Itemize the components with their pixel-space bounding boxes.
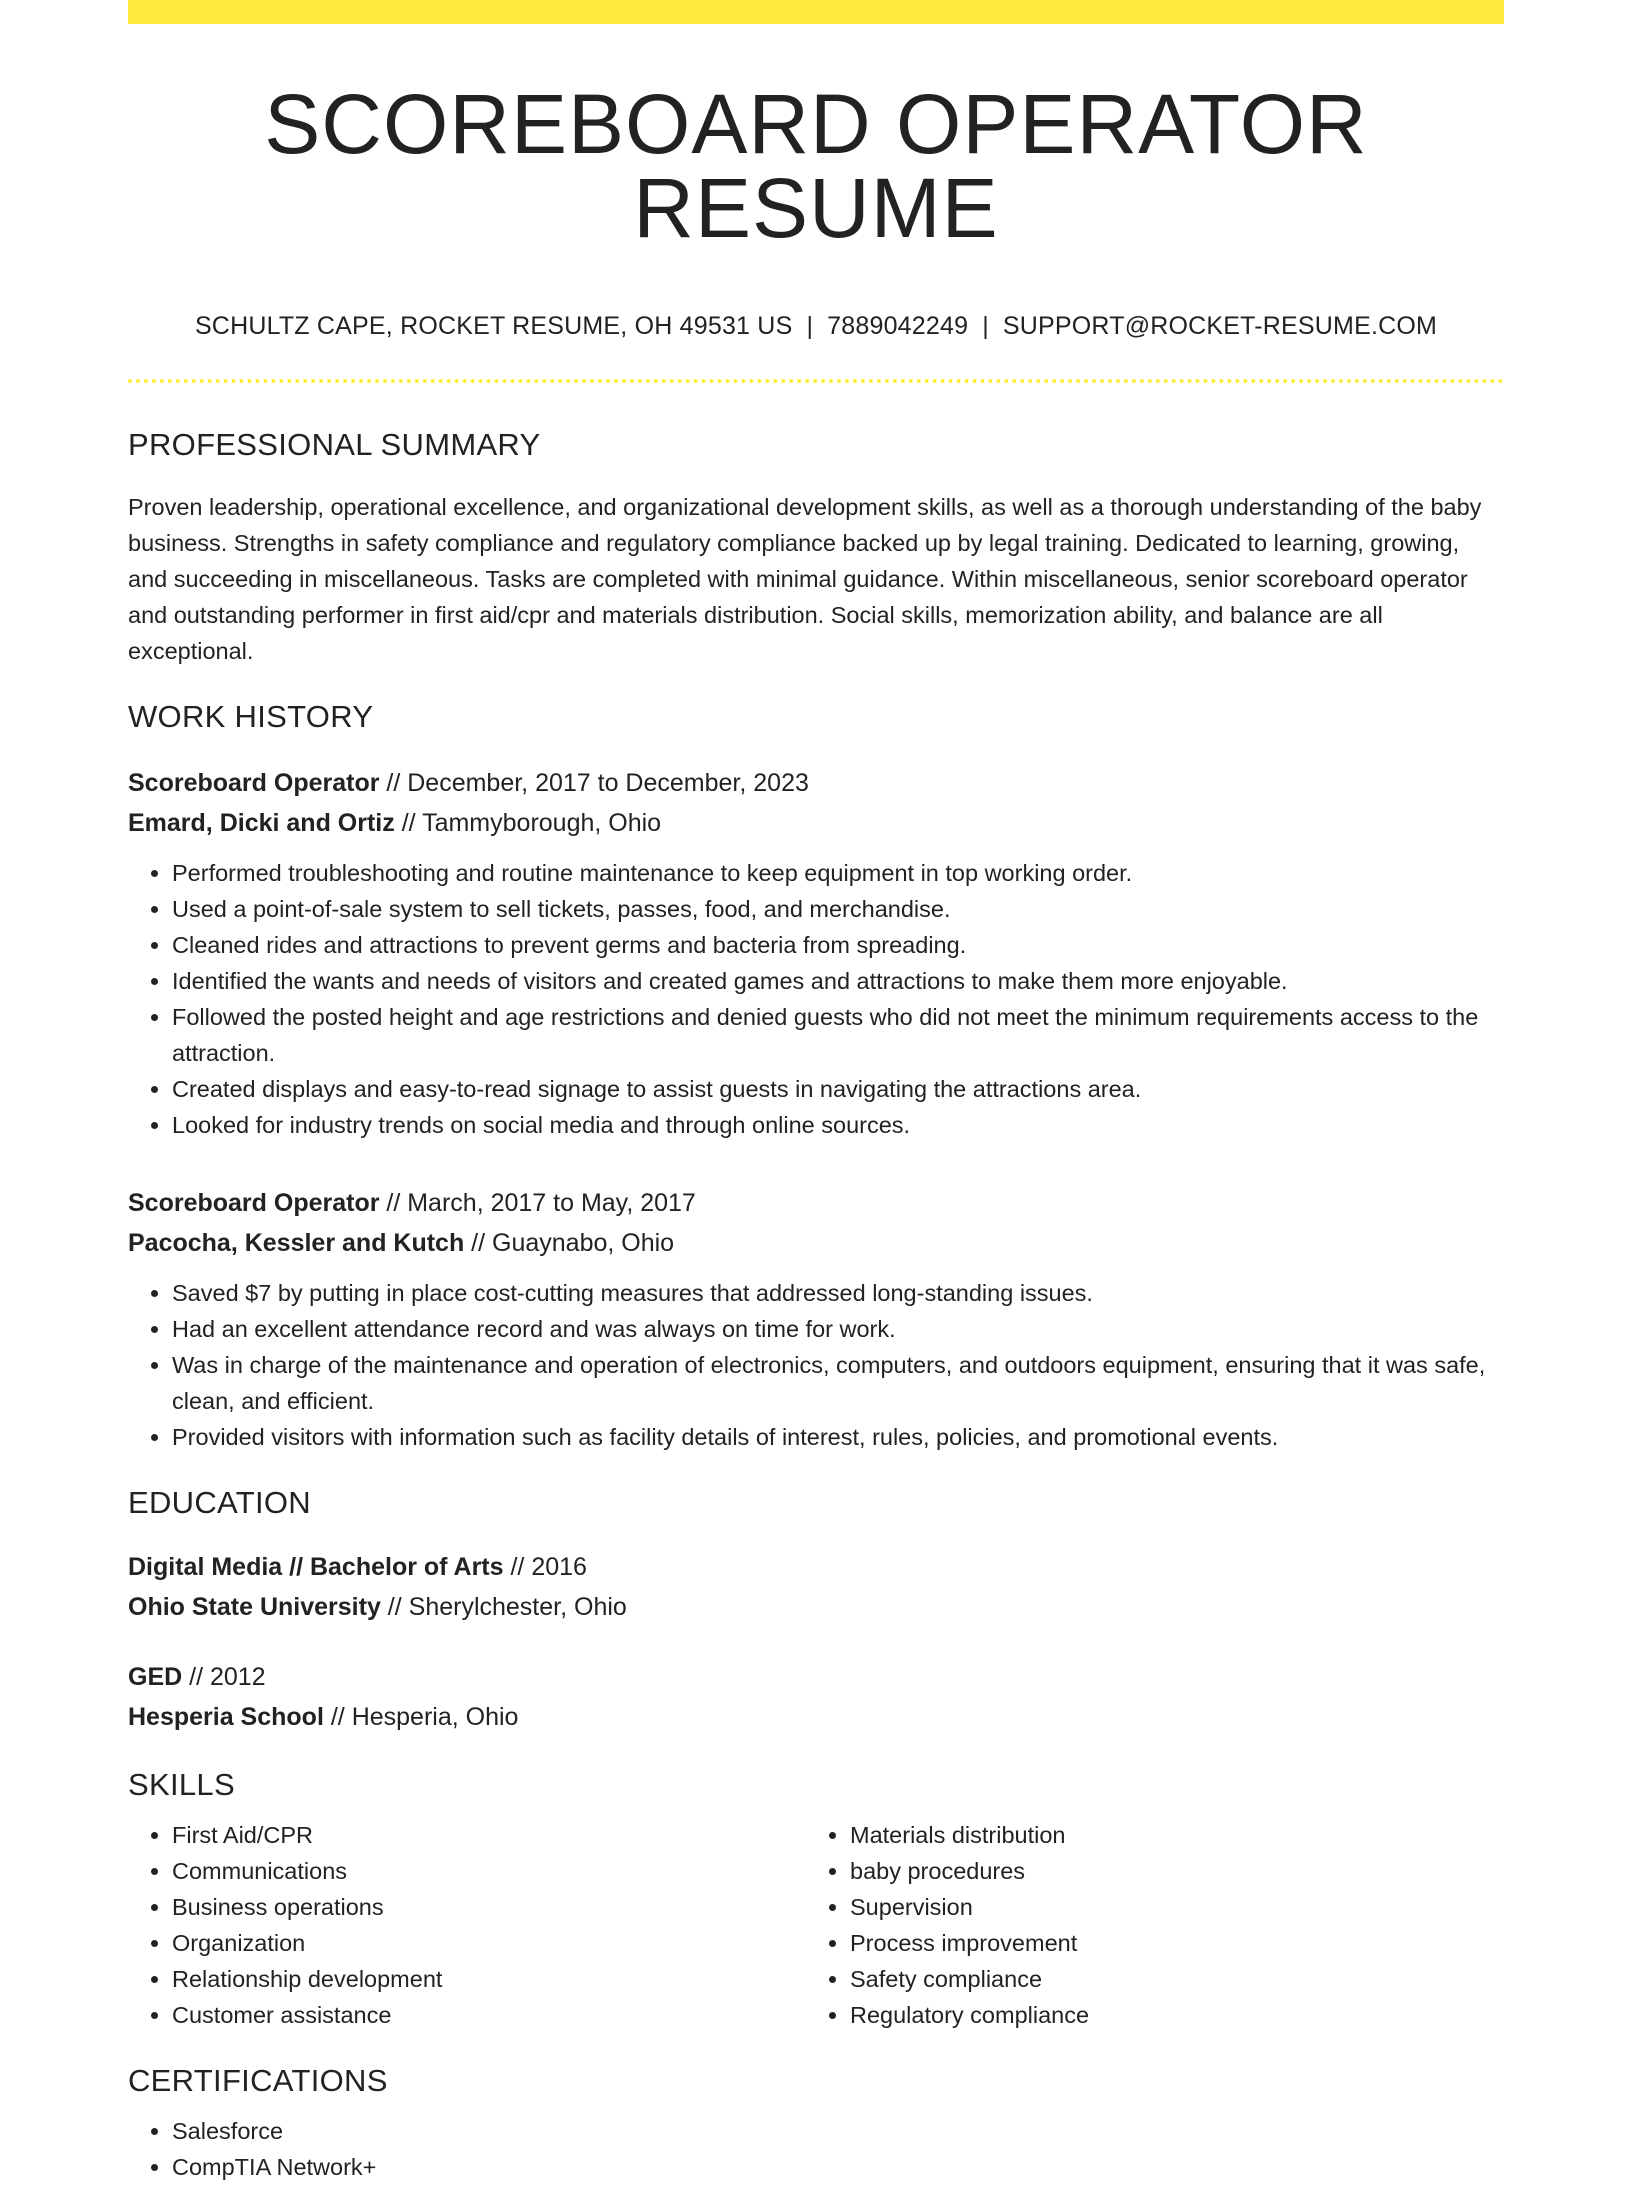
education-degree: Digital Media // Bachelor of Arts [128,1553,504,1581]
resume-title: SCOREBOARD OPERATOR RESUME [264,77,1368,255]
education-school: Ohio State University [128,1593,381,1621]
job-company-line [128,803,1504,843]
skills-list-left [128,1817,806,2033]
certification-item: • Salesforce [172,2113,1504,2149]
education-location: // Hesperia, Ohio [323,1703,519,1731]
skill-item: • Regulatory compliance [850,1997,1504,2033]
job-title: Scoreboard Operator [128,769,380,797]
skill-item: • Business operations [172,1889,806,1925]
skill-item: • Materials distribution [850,1817,1504,1853]
job-bullet: • Was in charge of the maintenance and operation of electronics, computers, and outdoors equipment, ensuring that it was safe, clean, and efficient. [172,1347,1504,1419]
summary-heading: PROFESSIONAL SUMMARY [128,427,541,462]
education-year: // 2012 [182,1663,266,1691]
job-title-line [128,1183,1504,1223]
job-company-line [128,1223,1504,1263]
contact-line [128,312,1504,341]
job-title-line [128,763,1504,803]
skill-item: • Supervision [850,1889,1504,1925]
certification-item: • CompTIA Network+ [172,2149,1504,2185]
job-bullet: • Identified the wants and needs of visitors and created games and attractions to make them more enjoyable. [172,963,1504,999]
job-location: // Tammyborough, Ohio [394,809,662,837]
education-entry [128,1547,1504,1627]
education-heading: EDUCATION [128,1485,311,1520]
certifications-list [128,2113,1504,2185]
job-dates: // December, 2017 to December, 2023 [379,769,809,797]
job-bullet: • Saved $7 by putting in place cost-cutting measures that addressed long-standing issues. [172,1275,1504,1311]
job-bullet: • Used a point-of-sale system to sell tickets, passes, food, and merchandise. [172,891,1504,927]
job-bullets [128,855,1504,1143]
job-bullet: • Looked for industry trends on social media and through online sources. [172,1107,1504,1143]
top-accent-bar [128,0,1504,24]
job-bullet: • Created displays and easy-to-read signage to assist guests in navigating the attractions area. [172,1071,1504,1107]
job-company: Pacocha, Kessler and Kutch [128,1229,465,1257]
contact-address: SCHULTZ CAPE, ROCKET RESUME, OH 49531 US [194,312,793,340]
education-school-line [128,1587,1504,1627]
skills-list-right [806,1817,1504,2033]
education-degree-line [128,1657,1504,1697]
job-bullet: • Provided visitors with information such as facility details of interest, rules, policies, and promotional events. [172,1419,1504,1455]
skill-item: • Process improvement [850,1925,1504,1961]
work-history-heading: WORK HISTORY [128,699,374,734]
job-bullet: • Followed the posted height and age restrictions and denied guests who did not meet the minimum requirements access to the attraction. [172,999,1504,1071]
summary-text: Proven leadership, operational excellence, and organizational development skills, as well as a thorough understanding of the baby business. Strengths in safety compliance and regulatory compliance backed up by legal training. Dedicated to learning, growing, and succeeding in miscellaneous. Tasks are completed with minimal guidance. Within miscellaneous, senior scoreboard operator and outstanding performer in first aid/cpr and materials distribution. Social skills, memorization ability, and balance are all exceptional. [128,494,1482,664]
job-bullet: • Performed troubleshooting and routine maintenance to keep equipment in top working order. [172,855,1504,891]
skill-item: • Relationship development [172,1961,806,1997]
education-year: // 2016 [503,1553,587,1581]
contact-phone: 7889042249 [827,312,969,340]
skill-item: • Organization [172,1925,806,1961]
skill-item: • Safety compliance [850,1961,1504,1997]
skill-item: • First Aid/CPR [172,1817,806,1853]
dotted-divider [128,379,1504,383]
education-school: Hesperia School [128,1703,324,1731]
education-degree-line [128,1547,1504,1587]
certifications-section [128,2113,1504,2185]
education-location: // Sherylchester, Ohio [380,1593,627,1621]
resume-page [128,0,1504,2185]
education-school-line [128,1697,1504,1737]
education-degree: GED [128,1663,183,1691]
contact-separator: | [806,312,814,340]
skills-heading: SKILLS [128,1767,235,1802]
job-entry [128,763,1504,1143]
skill-item: • Communications [172,1853,806,1889]
job-title: Scoreboard Operator [128,1189,380,1217]
job-bullets [128,1275,1504,1455]
job-dates: // March, 2017 to May, 2017 [379,1189,696,1217]
job-location: // Guaynabo, Ohio [464,1229,675,1257]
education-entry [128,1657,1504,1737]
contact-email: SUPPORT@ROCKET-RESUME.COM [1002,312,1438,340]
job-entry [128,1183,1504,1455]
contact-separator: | [982,312,989,340]
skills-columns [128,1817,1504,2033]
job-bullet: • Had an excellent attendance record and was always on time for work. [172,1311,1504,1347]
job-company: Emard, Dicki and Ortiz [128,809,395,837]
skill-item: • Customer assistance [172,1997,806,2033]
certifications-heading: CERTIFICATIONS [128,2063,388,2098]
job-bullet: • Cleaned rides and attractions to prevent germs and bacteria from spreading. [172,927,1504,963]
skill-item: • baby procedures [850,1853,1504,1889]
